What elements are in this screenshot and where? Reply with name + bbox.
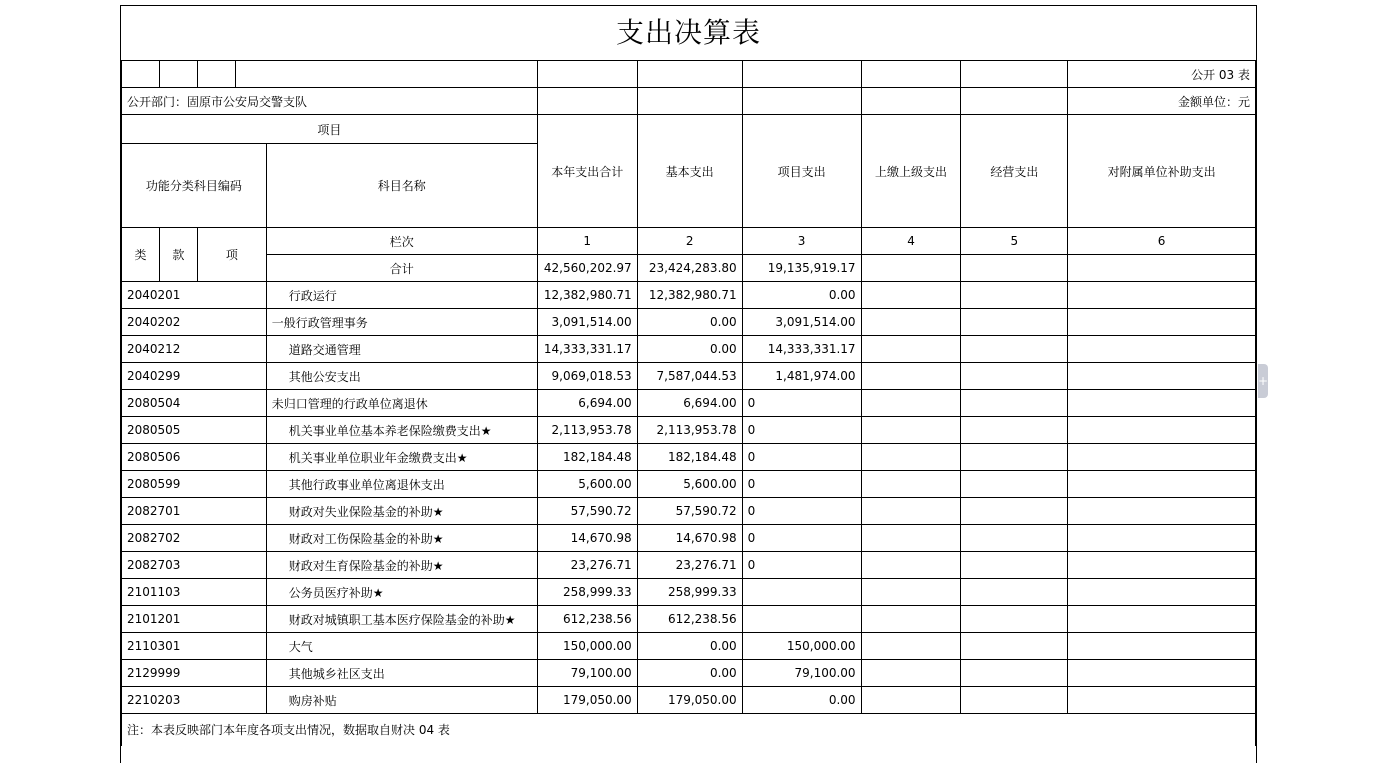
business-cell[interactable] — [961, 579, 1068, 606]
basic-cell[interactable]: 57,590.72 — [637, 498, 742, 525]
cell[interactable] — [861, 255, 961, 282]
subject-name-cell[interactable]: 购房补贴 — [266, 687, 537, 714]
upper-cell[interactable] — [861, 444, 961, 471]
project-cell[interactable]: 79,100.00 — [742, 660, 861, 687]
subject-code-cell[interactable]: 2101103 — [122, 579, 267, 606]
subsidy-cell[interactable] — [1068, 471, 1256, 498]
basic-cell[interactable]: 0.00 — [637, 309, 742, 336]
subject-name-cell[interactable]: 大气 — [266, 633, 537, 660]
basic-cell[interactable]: 258,999.33 — [637, 579, 742, 606]
business-cell[interactable] — [961, 282, 1068, 309]
project-cell[interactable]: 0 — [742, 417, 861, 444]
col-number[interactable]: 3 — [742, 228, 861, 255]
col-number[interactable]: 2 — [637, 228, 742, 255]
subject-name-cell[interactable]: 未归口管理的行政单位离退休 — [266, 390, 537, 417]
business-cell[interactable] — [961, 606, 1068, 633]
table-row — [122, 444, 1256, 471]
department-row — [122, 88, 1256, 115]
table-row — [122, 390, 1256, 417]
cell[interactable] — [961, 255, 1068, 282]
col-number[interactable]: 4 — [861, 228, 961, 255]
cell[interactable] — [637, 61, 742, 88]
basic-cell[interactable]: 2,113,953.78 — [637, 417, 742, 444]
lanci-header[interactable]: 栏次 — [266, 228, 537, 255]
col-number[interactable]: 6 — [1068, 228, 1256, 255]
subsidy-cell[interactable] — [1068, 390, 1256, 417]
subject-code-cell[interactable]: 2080504 — [122, 390, 267, 417]
total-cell[interactable]: 9,069,018.53 — [537, 363, 637, 390]
subject-code-cell[interactable]: 2101201 — [122, 606, 267, 633]
total-cell[interactable]: 182,184.48 — [537, 444, 637, 471]
project-cell[interactable]: 0.00 — [742, 282, 861, 309]
header-row-3 — [122, 228, 1256, 255]
upper-cell[interactable] — [861, 363, 961, 390]
business-cell[interactable] — [961, 552, 1068, 579]
basic-cell[interactable]: 23,276.71 — [637, 552, 742, 579]
project-cell[interactable]: 150,000.00 — [742, 633, 861, 660]
col-number[interactable]: 5 — [961, 228, 1068, 255]
subject-code-cell[interactable]: 2040299 — [122, 363, 267, 390]
total-cell[interactable]: 179,050.00 — [537, 687, 637, 714]
table-row — [122, 417, 1256, 444]
subsidy-header[interactable]: 对附属单位补助支出 — [1068, 115, 1256, 228]
business-cell[interactable] — [961, 660, 1068, 687]
total-cell[interactable]: 258,999.33 — [537, 579, 637, 606]
cell[interactable] — [159, 61, 197, 88]
table-row — [122, 471, 1256, 498]
subsidy-cell[interactable] — [1068, 552, 1256, 579]
table-row — [122, 552, 1256, 579]
subsidy-cell[interactable] — [1068, 309, 1256, 336]
xiang-header[interactable]: 项 — [197, 228, 266, 282]
subject-code-cell[interactable]: 2082702 — [122, 525, 267, 552]
expenditure-table — [121, 60, 1256, 746]
table-row — [122, 606, 1256, 633]
project-cell[interactable]: 0.00 — [742, 687, 861, 714]
table-row — [122, 579, 1256, 606]
form-number[interactable]: 公开 03 表 — [1068, 61, 1256, 88]
lei-header[interactable]: 类 — [122, 228, 160, 282]
subject-name-cell[interactable]: 一般行政管理事务 — [266, 309, 537, 336]
business-cell[interactable] — [961, 390, 1068, 417]
subject-code-cell[interactable]: 2082703 — [122, 552, 267, 579]
subject-code-cell[interactable]: 2110301 — [122, 633, 267, 660]
project-cell[interactable]: 0 — [742, 390, 861, 417]
basic-cell[interactable]: 5,600.00 — [637, 471, 742, 498]
project-cell[interactable] — [742, 579, 861, 606]
upper-cell[interactable] — [861, 471, 961, 498]
cell[interactable] — [197, 61, 235, 88]
sum-total[interactable]: 42,560,202.97 — [537, 255, 637, 282]
subject-code-cell[interactable]: 2082701 — [122, 498, 267, 525]
subsidy-cell[interactable] — [1068, 282, 1256, 309]
basic-cell[interactable]: 0.00 — [637, 660, 742, 687]
business-cell[interactable] — [961, 336, 1068, 363]
cell[interactable] — [861, 61, 961, 88]
subsidy-cell[interactable] — [1068, 606, 1256, 633]
project-expense-header[interactable]: 项目支出 — [742, 115, 861, 228]
cell[interactable] — [537, 61, 637, 88]
basic-cell[interactable]: 6,694.00 — [637, 390, 742, 417]
business-cell[interactable] — [961, 498, 1068, 525]
subject-name-cell[interactable]: 财政对生育保险基金的补助★ — [266, 552, 537, 579]
subsidy-cell[interactable] — [1068, 687, 1256, 714]
subject-name-cell[interactable]: 财政对工伤保险基金的补助★ — [266, 525, 537, 552]
cell[interactable] — [742, 61, 861, 88]
basic-cell[interactable]: 12,382,980.71 — [637, 282, 742, 309]
cell[interactable] — [861, 88, 961, 115]
upper-cell[interactable] — [861, 579, 961, 606]
table-row — [122, 309, 1256, 336]
basic-cell[interactable]: 7,587,044.53 — [637, 363, 742, 390]
sum-label[interactable]: 合计 — [266, 255, 537, 282]
subject-code-cell[interactable]: 2210203 — [122, 687, 267, 714]
subject-name-cell[interactable]: 行政运行 — [266, 282, 537, 309]
subsidy-cell[interactable] — [1068, 336, 1256, 363]
table-row — [122, 498, 1256, 525]
project-cell[interactable]: 0 — [742, 444, 861, 471]
sum-basic[interactable]: 23,424,283.80 — [637, 255, 742, 282]
upper-cell[interactable] — [861, 417, 961, 444]
sum-project[interactable]: 19,135,919.17 — [742, 255, 861, 282]
department-label[interactable]: 公开部门：固原市公安局交警支队 — [122, 88, 538, 115]
upper-cell[interactable] — [861, 606, 961, 633]
business-cell[interactable] — [961, 471, 1068, 498]
total-cell[interactable]: 612,238.56 — [537, 606, 637, 633]
total-cell[interactable]: 79,100.00 — [537, 660, 637, 687]
total-cell[interactable]: 14,333,331.17 — [537, 336, 637, 363]
total-cell[interactable]: 6,694.00 — [537, 390, 637, 417]
table-row — [122, 363, 1256, 390]
note-row — [122, 714, 1256, 746]
subject-name-cell[interactable]: 其他城乡社区支出 — [266, 660, 537, 687]
subsidy-cell[interactable] — [1068, 444, 1256, 471]
page-title: 支出决算表 — [615, 16, 761, 49]
basic-cell[interactable]: 0.00 — [637, 633, 742, 660]
subject-code-cell[interactable]: 2040212 — [122, 336, 267, 363]
header-row-1 — [122, 115, 1256, 144]
table-note[interactable]: 注：本表反映部门本年度各项支出情况，数据取自财决 04 表 — [122, 714, 1256, 746]
business-cell[interactable] — [961, 309, 1068, 336]
subject-code-cell[interactable]: 2080599 — [122, 471, 267, 498]
expand-handle-icon[interactable]: + — [1258, 364, 1268, 398]
business-header[interactable]: 经营支出 — [961, 115, 1068, 228]
upper-cell[interactable] — [861, 633, 961, 660]
project-cell[interactable]: 3,091,514.00 — [742, 309, 861, 336]
subsidy-cell[interactable] — [1068, 363, 1256, 390]
business-cell[interactable] — [961, 633, 1068, 660]
subsidy-cell[interactable] — [1068, 633, 1256, 660]
subject-name-cell[interactable]: 机关事业单位基本养老保险缴费支出★ — [266, 417, 537, 444]
total-cell[interactable]: 57,590.72 — [537, 498, 637, 525]
business-cell[interactable] — [961, 525, 1068, 552]
cell[interactable] — [637, 88, 742, 115]
form-number-row — [122, 61, 1256, 88]
upper-cell[interactable] — [861, 498, 961, 525]
upper-cell[interactable] — [861, 552, 961, 579]
project-cell[interactable]: 0 — [742, 552, 861, 579]
table-row — [122, 687, 1256, 714]
upper-cell[interactable] — [861, 660, 961, 687]
subsidy-cell[interactable] — [1068, 525, 1256, 552]
kuan-header[interactable]: 款 — [159, 228, 197, 282]
subsidy-cell[interactable] — [1068, 498, 1256, 525]
subject-code-cell[interactable]: 2129999 — [122, 660, 267, 687]
project-header[interactable]: 项目 — [122, 115, 538, 144]
basic-cell[interactable]: 182,184.48 — [637, 444, 742, 471]
cell[interactable] — [235, 61, 537, 88]
subsidy-cell[interactable] — [1068, 660, 1256, 687]
total-cell[interactable]: 150,000.00 — [537, 633, 637, 660]
business-cell[interactable] — [961, 687, 1068, 714]
project-cell[interactable]: 0 — [742, 525, 861, 552]
upper-cell[interactable] — [861, 687, 961, 714]
basic-cell[interactable]: 179,050.00 — [637, 687, 742, 714]
upper-cell[interactable] — [861, 390, 961, 417]
subject-name-cell[interactable]: 机关事业单位职业年金缴费支出★ — [266, 444, 537, 471]
business-cell[interactable] — [961, 444, 1068, 471]
basic-cell[interactable]: 0.00 — [637, 336, 742, 363]
total-cell[interactable]: 14,670.98 — [537, 525, 637, 552]
total-cell[interactable]: 5,600.00 — [537, 471, 637, 498]
project-cell[interactable] — [742, 606, 861, 633]
project-cell[interactable]: 1,481,974.00 — [742, 363, 861, 390]
total-cell[interactable]: 3,091,514.00 — [537, 309, 637, 336]
project-cell[interactable]: 0 — [742, 471, 861, 498]
subject-name-cell[interactable]: 财政对失业保险基金的补助★ — [266, 498, 537, 525]
subject-name-cell[interactable]: 道路交通管理 — [266, 336, 537, 363]
upper-cell[interactable] — [861, 525, 961, 552]
table-row — [122, 282, 1256, 309]
cell[interactable] — [537, 88, 637, 115]
subject-code-cell[interactable]: 2040201 — [122, 282, 267, 309]
total-cell[interactable]: 2,113,953.78 — [537, 417, 637, 444]
subject-code-cell[interactable]: 2080506 — [122, 444, 267, 471]
subject-code-cell[interactable]: 2080505 — [122, 417, 267, 444]
basic-header[interactable]: 基本支出 — [637, 115, 742, 228]
unit-label[interactable]: 金额单位：元 — [1068, 88, 1256, 115]
basic-cell[interactable]: 14,670.98 — [637, 525, 742, 552]
upper-header[interactable]: 上缴上级支出 — [861, 115, 961, 228]
subsidy-cell[interactable] — [1068, 579, 1256, 606]
upper-cell[interactable] — [861, 309, 961, 336]
table-row — [122, 633, 1256, 660]
business-cell[interactable] — [961, 417, 1068, 444]
cell[interactable] — [961, 61, 1068, 88]
table-row — [122, 336, 1256, 363]
upper-cell[interactable] — [861, 336, 961, 363]
col-number[interactable]: 1 — [537, 228, 637, 255]
subject-name-cell[interactable]: 其他公安支出 — [266, 363, 537, 390]
subject-name-cell[interactable]: 财政对城镇职工基本医疗保险基金的补助★ — [266, 606, 537, 633]
table-row — [122, 660, 1256, 687]
total-cell[interactable]: 12,382,980.71 — [537, 282, 637, 309]
cell[interactable] — [742, 88, 861, 115]
basic-cell[interactable]: 612,238.56 — [637, 606, 742, 633]
project-cell[interactable]: 14,333,331.17 — [742, 336, 861, 363]
table-row — [122, 525, 1256, 552]
subject-name-cell[interactable]: 其他行政事业单位离退休支出 — [266, 471, 537, 498]
total-cell[interactable]: 23,276.71 — [537, 552, 637, 579]
upper-cell[interactable] — [861, 282, 961, 309]
business-cell[interactable] — [961, 363, 1068, 390]
spreadsheet-page — [120, 5, 1257, 763]
cell[interactable] — [1068, 255, 1256, 282]
cell[interactable] — [961, 88, 1068, 115]
subsidy-cell[interactable] — [1068, 417, 1256, 444]
subject-name-cell[interactable]: 公务员医疗补助★ — [266, 579, 537, 606]
subject-code-cell[interactable]: 2040202 — [122, 309, 267, 336]
project-cell[interactable]: 0 — [742, 498, 861, 525]
subject-name-header[interactable]: 科目名称 — [266, 144, 537, 228]
cell[interactable] — [122, 61, 160, 88]
func-code-header[interactable]: 功能分类科目编码 — [122, 144, 267, 228]
total-header[interactable]: 本年支出合计 — [537, 115, 637, 228]
summary-row — [122, 255, 1256, 282]
